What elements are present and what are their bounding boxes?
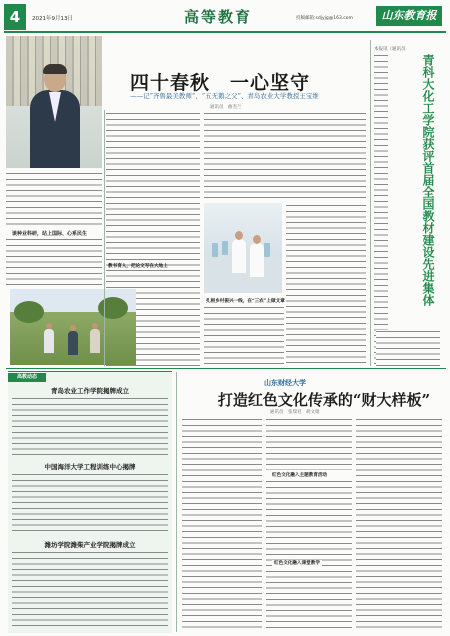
section-heading: 红色文化融入主题教育活动 (272, 473, 328, 478)
portrait-photo (6, 36, 102, 168)
body-text-block (266, 480, 352, 632)
body-text-block (286, 204, 366, 366)
body-text-block (6, 172, 102, 228)
body-text-block (376, 330, 440, 366)
lead-subhead: ——记“齐鲁最美教师”、“五无鹅之父”、青岛农业大学教授王宝维 (130, 92, 319, 100)
column-divider (104, 110, 105, 366)
page-number: 4 (4, 4, 26, 30)
news-brief-headline: 中国海洋大学工程训练中心揭牌 (44, 463, 136, 471)
body-text-block (374, 54, 388, 366)
lead-headline: 四十春秋 一心坚守 (130, 72, 311, 94)
body-text-block (6, 238, 102, 286)
feature-headline: 打造红色文化传承的“财大样板” (217, 391, 431, 409)
field-photo (10, 289, 136, 365)
page-header (4, 4, 446, 30)
news-brief-headline: 青岛农业工作学院揭牌成立 (51, 387, 129, 395)
side-byline: 本报讯（通讯员 (374, 47, 406, 52)
body-text-block (204, 306, 284, 366)
laboratory-photo (204, 203, 282, 293)
column-divider (370, 40, 371, 366)
body-text-block (204, 112, 290, 200)
news-brief-tag: 高教动态 (8, 373, 46, 382)
body-text-block (12, 473, 168, 535)
submission-email: 投稿邮箱:sdjyjg@163.com (296, 16, 353, 21)
lead-byline: 通讯员 曲杰兰 (210, 105, 242, 110)
section-title: 高等教育 (184, 8, 253, 26)
body-text-block (266, 418, 352, 470)
issue-date: 2021年9月13日 (32, 16, 73, 22)
newspaper-brand-logo: 山东教育报 (376, 6, 442, 26)
side-vertical-headline: 青科大化工学院获评首届全国教材建设先进集体 (421, 54, 435, 306)
section-heading: 教书育人，把论文写在大地上 (108, 264, 168, 269)
body-text-block (286, 112, 366, 200)
feature-byline: 通讯员 张瑞君 胡文娟 (270, 410, 320, 415)
section-heading: 谈种业科研，站上国际、心系民生 (12, 231, 88, 237)
header-rule (4, 31, 446, 33)
news-brief-headline: 潍坊学院潍柴产业学院揭牌成立 (44, 541, 136, 549)
section-divider (6, 368, 446, 369)
feature-kicker: 山东财经大学 (264, 378, 306, 387)
column-divider (176, 372, 177, 632)
professor-figure (30, 66, 80, 166)
section-heading: 扎根乡村振兴一线，在“三农”上做文章 (206, 299, 285, 304)
section-heading: 红色文化融入课堂教学 (274, 561, 320, 566)
body-text-block (356, 418, 442, 632)
body-text-block (12, 551, 168, 629)
body-text-block (182, 418, 262, 632)
body-text-block (12, 397, 168, 457)
